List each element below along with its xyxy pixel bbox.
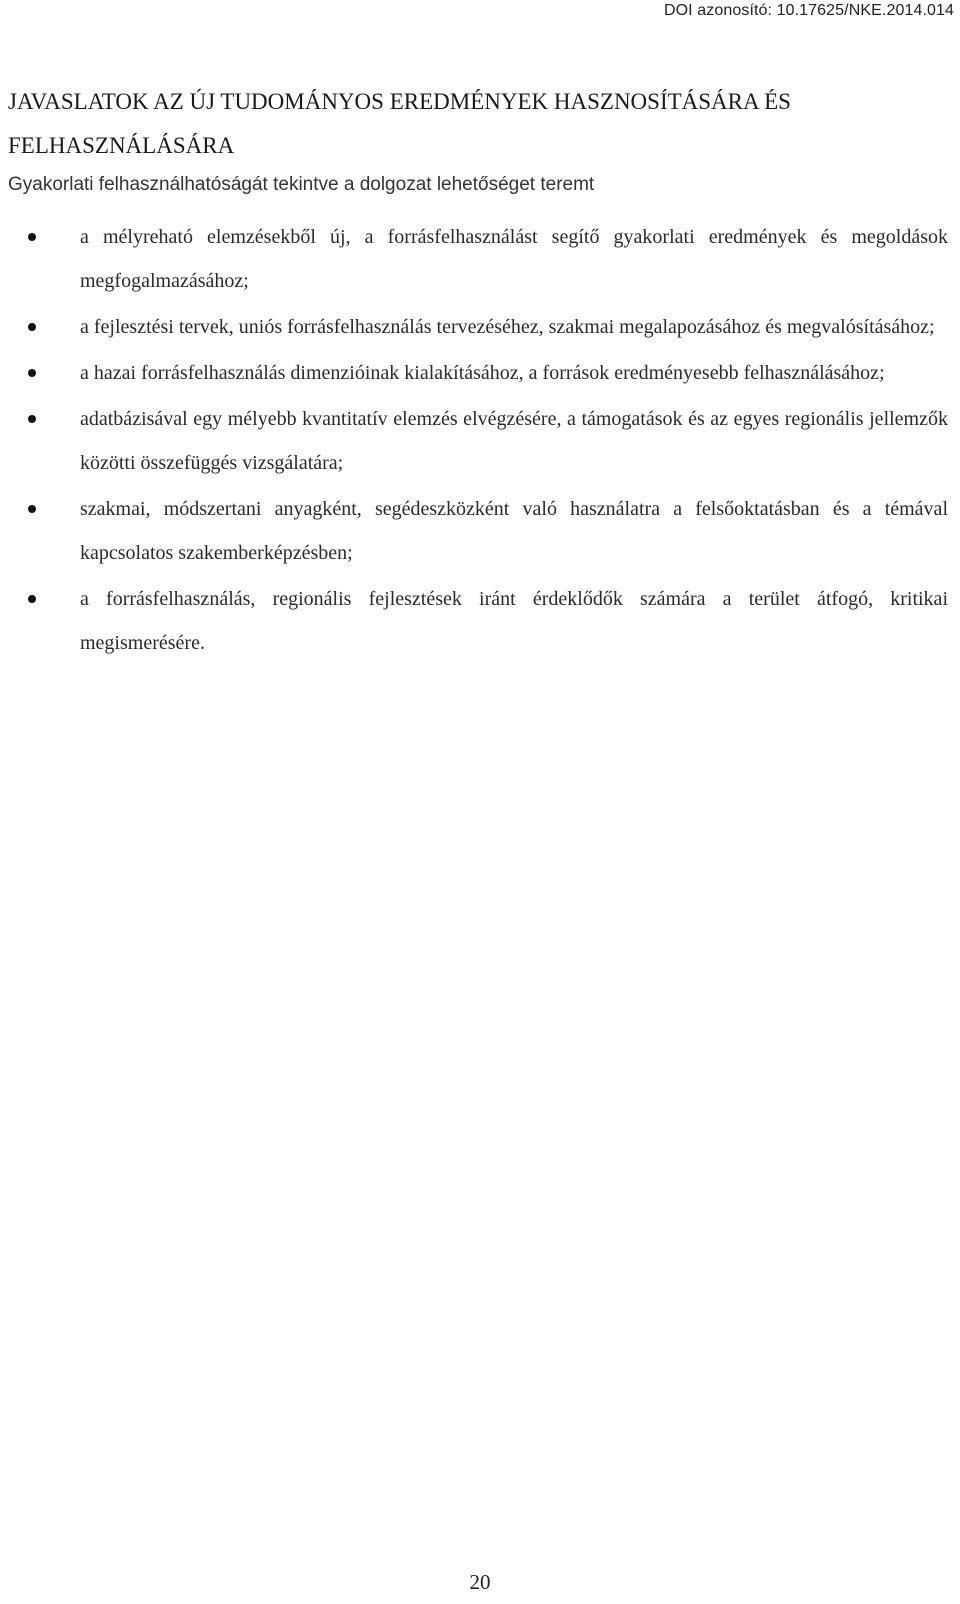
list-item — [0, 577, 960, 665]
list-item-text: a mélyreható elemzésekből új, a forrásfelhasználást segítő gyakorlati eredmények és megoldások megfogalmazásához; — [80, 226, 948, 292]
list-item — [0, 351, 960, 395]
bullet-icon — [28, 415, 36, 423]
list-item-text: a hazai forrásfelhasználás dimenzióinak kialakításához, a források eredményesebb felhasználásához; — [80, 362, 885, 384]
list-item — [0, 397, 960, 485]
doi-header: DOI azonosító: 10.17625/NKE.2014.014 — [663, 2, 954, 19]
list-item — [0, 305, 960, 349]
page-number: 20 — [469, 1570, 491, 1594]
list-item — [0, 215, 960, 303]
list-item-text: a forrásfelhasználás, regionális fejlesztések iránt érdeklődők számára a terület átfogó, kritikai megismerésére. — [80, 588, 948, 654]
list-item — [0, 487, 960, 575]
list-item-text: a fejlesztési tervek, uniós forrásfelhasználás tervezéséhez, szakmai megalapozásához és megvalósításához; — [80, 316, 935, 338]
bullet-icon — [28, 369, 36, 377]
page-title — [8, 80, 948, 168]
bullet-icon — [28, 323, 36, 331]
bullet-icon — [28, 595, 36, 603]
list-item-text: szakmai, módszertani anyagként, segédeszközként való használatra a felsőoktatásban és a témával kapcsolatos szakemberképzésben; — [80, 498, 948, 564]
title-line-2: FELHASZNÁLÁSÁRA — [8, 133, 235, 158]
bullet-icon — [28, 233, 36, 241]
bullet-list — [0, 215, 960, 665]
intro-text: Gyakorlati felhasználhatóságát tekintve a dolgozat lehetőséget teremt — [8, 174, 595, 195]
list-item-text: adatbázisával egy mélyebb kvantitatív elemzés elvégzésére, a támogatások és az egyes regionális jellemzők közötti összefüggés vizsgálatára; — [80, 408, 948, 474]
bullet-icon — [28, 505, 36, 513]
title-line-1: JAVASLATOK AZ ÚJ TUDOMÁNYOS EREDMÉNYEK HASZNOSÍTÁSÁRA ÉS — [8, 89, 791, 114]
